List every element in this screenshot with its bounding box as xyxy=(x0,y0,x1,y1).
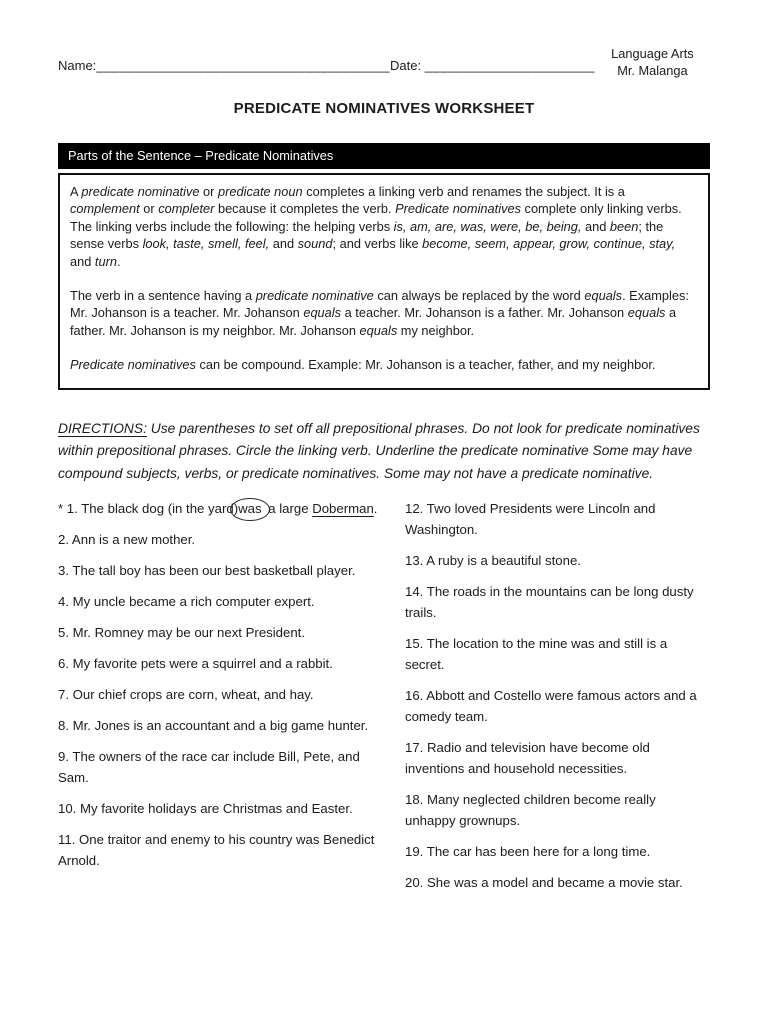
sentence-item xyxy=(405,872,702,893)
section-header-bar: Parts of the Sentence – Predicate Nominatives xyxy=(58,143,710,169)
sentence-item xyxy=(405,685,702,727)
sentence-item xyxy=(58,798,385,819)
text-segment: turn xyxy=(94,253,117,269)
text-segment: equals xyxy=(627,305,666,321)
text-segment: * 1. The black dog (in the yard) xyxy=(58,501,239,517)
text-segment: 2. Ann is a new mother. xyxy=(58,532,196,548)
text-segment: The verb in a sentence having a xyxy=(70,288,256,304)
text-segment: 7. Our chief crops are corn, wheat, and hay. xyxy=(58,687,314,703)
info-box xyxy=(58,173,710,390)
text-segment: predicate noun xyxy=(217,184,303,199)
text-segment: look, taste, smell, feel, xyxy=(142,236,270,252)
text-segment: a large xyxy=(264,501,313,517)
sentence-item xyxy=(58,529,385,550)
text-segment: is, am, are, was, were, be, being, xyxy=(393,218,582,234)
sentence-item xyxy=(58,746,385,788)
text-segment: a father. Mr. Johanson is my neighbor. Mr. Johanson xyxy=(70,305,677,338)
exercise-section xyxy=(58,498,710,903)
text-segment: can always be replaced by the word xyxy=(373,288,585,304)
text-segment: ; the sense verbs xyxy=(70,218,664,252)
text-segment: 18. Many neglected children become really unhappy grownups. xyxy=(405,792,656,829)
page-header xyxy=(58,45,710,79)
sentence-item xyxy=(405,498,702,540)
name-label: Name: xyxy=(58,58,97,73)
text-segment: and xyxy=(581,218,610,234)
sentence-item xyxy=(58,829,385,871)
text-segment: complement xyxy=(70,201,140,217)
info-paragraph xyxy=(70,287,698,339)
info-paragraph xyxy=(70,183,698,270)
sentence-item xyxy=(58,715,385,736)
text-segment: . xyxy=(373,501,378,517)
text-segment: Use parentheses to set off all prepositional phrases. Do not look for predicate nominatives within prepositional phrases. Circle the linking verb. Underline the predicate nominative Some may have compound subjects, verbs, or predicate nominatives. Some may not have a predicate nominative. xyxy=(58,420,700,481)
text-segment: ; and verbs like xyxy=(332,236,423,252)
course-block xyxy=(595,45,710,79)
date-field xyxy=(390,58,595,73)
text-segment: Predicate nominatives xyxy=(70,357,196,373)
exercise-column-left xyxy=(58,498,385,903)
sentence-item xyxy=(405,633,702,675)
sentence-item xyxy=(58,560,385,581)
text-segment: predicate nominative xyxy=(81,184,200,199)
text-segment: equals xyxy=(584,288,623,304)
text-segment: 3. The tall boy has been our best basketball player. xyxy=(58,563,356,579)
text-segment: sound xyxy=(297,236,333,252)
text-segment: my neighbor. xyxy=(397,322,475,338)
text-segment: because it completes the verb. xyxy=(214,201,396,217)
text-segment: 5. Mr. Romney may be our next President. xyxy=(58,625,306,641)
name-field xyxy=(58,58,390,73)
text-segment: . Examples: Mr. Johanson is a teacher. Mr. Johanson xyxy=(70,288,689,321)
text-segment: a teacher. Mr. Johanson is a father. Mr. Johanson xyxy=(341,305,628,321)
text-segment: or xyxy=(139,201,159,217)
text-segment: 15. The location to the mine was and still is a secret. xyxy=(405,636,668,673)
text-segment: Predicate nominatives xyxy=(395,201,521,217)
text-segment: equals xyxy=(359,322,398,338)
sentence-item xyxy=(58,498,385,519)
text-segment: or xyxy=(199,184,218,199)
text-segment: completer xyxy=(158,201,215,217)
sentence-item xyxy=(405,841,702,862)
text-segment: 6. My favorite pets were a squirrel and a rabbit. xyxy=(58,656,333,672)
text-segment: 4. My uncle became a rich computer expert. xyxy=(58,594,315,610)
text-segment: 13. A ruby is a beautiful stone. xyxy=(405,553,581,569)
text-segment: equals xyxy=(303,305,342,321)
text-segment: 11. One traitor and enemy to his country was Benedict Arnold. xyxy=(58,832,375,869)
text-segment: 17. Radio and television have become old inventions and household necessities. xyxy=(405,740,650,777)
text-segment: and xyxy=(70,253,95,269)
text-segment: and xyxy=(269,236,298,252)
page-title: PREDICATE NOMINATIVES WORKSHEET xyxy=(233,100,535,117)
text-segment: completes a linking verb and renames the subject. It is a xyxy=(302,184,625,199)
info-paragraph xyxy=(70,356,698,373)
text-segment: 19. The car has been here for a long time. xyxy=(405,844,651,860)
sentence-item xyxy=(405,581,702,623)
date-blank-line: ______________________ xyxy=(424,58,595,73)
course-name: Language Arts xyxy=(611,46,694,61)
exercise-column-right xyxy=(405,498,702,903)
sentence-item xyxy=(405,737,702,779)
sentence-item xyxy=(405,550,702,571)
teacher-name: Mr. Malanga xyxy=(617,63,688,78)
text-segment: predicate nominative xyxy=(255,288,374,304)
text-segment: 10. My favorite holidays are Christmas and Easter. xyxy=(58,801,353,817)
text-segment: can be compound. Example: Mr. Johanson is a teacher, father, and my neighbor. xyxy=(195,357,656,373)
text-segment: . xyxy=(116,253,121,269)
sentence-item xyxy=(58,622,385,643)
directions-paragraph xyxy=(58,418,710,486)
sentence-item xyxy=(58,653,385,674)
text-segment: 9. The owners of the race car include Bill, Pete, and Sam. xyxy=(58,749,360,786)
sentence-item xyxy=(58,684,385,705)
sentence-item xyxy=(405,789,702,831)
date-label: Date: xyxy=(390,58,422,73)
text-segment: 16. Abbott and Costello were famous actors and a comedy team. xyxy=(405,688,697,725)
text-segment: 14. The roads in the mountains can be long dusty trails. xyxy=(405,584,694,621)
text-segment: A xyxy=(70,184,82,199)
underlined-text: DIRECTIONS: xyxy=(58,420,147,436)
text-segment: 20. She was a model and became a movie star. xyxy=(405,875,683,891)
circled-linking-verb: was xyxy=(230,498,269,521)
sentence-item xyxy=(58,591,385,612)
text-segment: become, seem, appear, grow, continue, stay, xyxy=(422,236,676,252)
name-blank-line: ______________________________________ xyxy=(96,58,391,73)
underlined-text: Doberman xyxy=(312,501,374,517)
text-segment: been xyxy=(609,218,639,234)
text-segment: complete only linking verbs. The linking verbs include the following: the helping verbs xyxy=(70,201,682,234)
text-segment: 12. Two loved Presidents were Lincoln and Washington. xyxy=(405,501,656,538)
text-segment: 8. Mr. Jones is an accountant and a big game hunter. xyxy=(58,718,369,734)
